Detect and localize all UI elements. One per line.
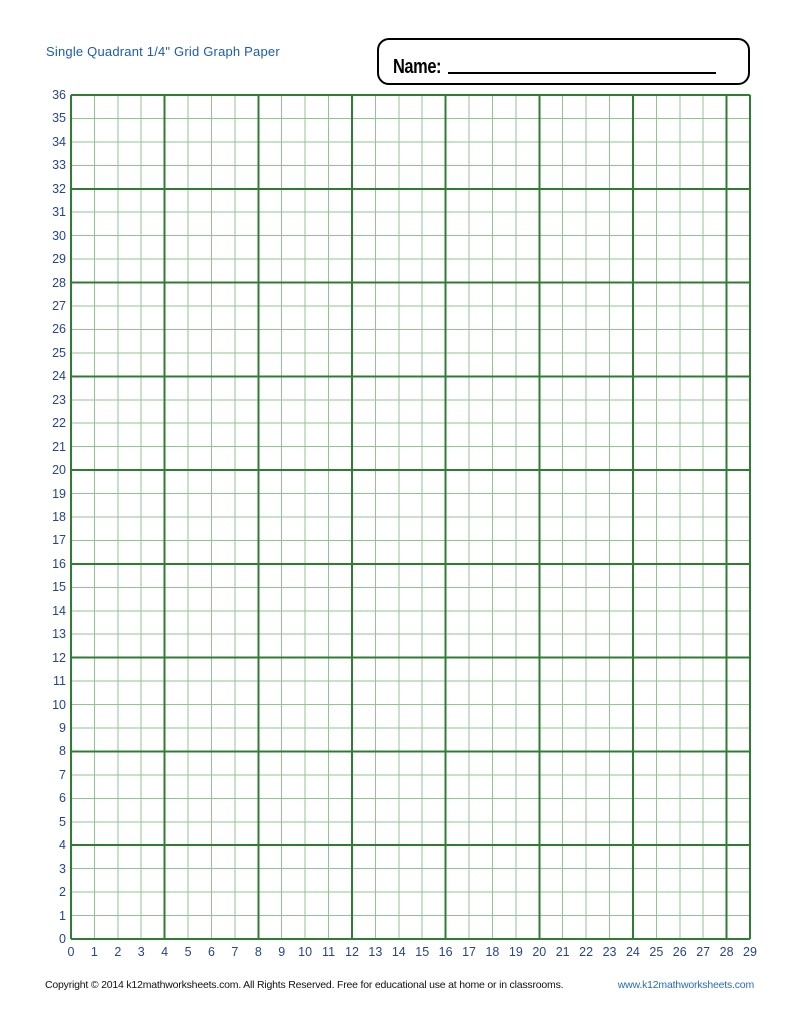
x-tick-label: 2 — [114, 945, 122, 959]
y-tick-label: 16 — [52, 556, 66, 571]
y-tick-label: 5 — [59, 814, 66, 829]
y-tick-label: 32 — [52, 181, 66, 196]
x-tick-label: 7 — [231, 945, 239, 959]
y-tick-label: 15 — [52, 580, 66, 595]
y-tick-label: 23 — [52, 392, 66, 407]
x-tick-label: 21 — [555, 945, 570, 959]
y-tick-label: 14 — [52, 603, 66, 618]
y-tick-label: 27 — [52, 299, 66, 313]
y-tick-label: 35 — [52, 111, 66, 126]
copyright-text: Copyright © 2014 k12mathworksheets.com. All Rights Reserved. Free for educational use at home or in classrooms. — [45, 979, 564, 991]
x-tick-label: 24 — [625, 945, 640, 959]
x-tick-label: 12 — [345, 945, 359, 959]
y-tick-label: 10 — [52, 697, 66, 712]
x-tick-label: 27 — [696, 945, 711, 959]
x-tick-label: 9 — [278, 945, 286, 959]
x-tick-label: 29 — [743, 945, 757, 959]
y-tick-label: 30 — [52, 228, 66, 243]
x-tick-label: 0 — [67, 945, 75, 959]
x-tick-label: 11 — [322, 945, 336, 959]
y-tick-label: 7 — [59, 767, 66, 782]
y-tick-label: 13 — [52, 627, 66, 642]
x-tick-label: 28 — [719, 945, 734, 959]
x-tick-label: 22 — [579, 945, 594, 959]
y-tick-label: 24 — [52, 369, 66, 384]
y-tick-label: 18 — [52, 510, 66, 524]
x-tick-label: 13 — [368, 945, 383, 959]
x-tick-label: 15 — [415, 945, 430, 959]
y-tick-label: 31 — [52, 205, 66, 220]
y-tick-label: 8 — [59, 744, 66, 759]
website-link[interactable]: www.k12mathworksheets.com — [617, 979, 754, 991]
x-tick-label: 18 — [485, 945, 500, 959]
x-tick-label: 4 — [161, 945, 169, 959]
y-tick-label: 17 — [52, 533, 66, 548]
y-tick-label: 28 — [52, 275, 66, 290]
page-title: Single Quadrant 1/4" Grid Graph Paper — [46, 44, 280, 59]
x-tick-label: 10 — [298, 945, 313, 959]
x-tick-label: 14 — [391, 945, 406, 959]
y-tick-label: 6 — [59, 791, 66, 806]
x-tick-label: 17 — [462, 945, 476, 959]
y-tick-label: 29 — [52, 252, 66, 267]
y-tick-label: 1 — [59, 908, 66, 923]
x-tick-label: 25 — [649, 945, 664, 959]
y-tick-label: 36 — [52, 88, 66, 102]
y-tick-label: 20 — [52, 463, 66, 478]
y-tick-label: 0 — [59, 932, 66, 946]
y-tick-label: 34 — [52, 134, 66, 149]
y-tick-label: 21 — [52, 439, 66, 454]
y-tick-label: 3 — [59, 861, 66, 876]
y-tick-label: 25 — [52, 345, 66, 360]
y-tick-label: 11 — [53, 674, 66, 689]
y-tick-label: 19 — [52, 486, 66, 501]
x-tick-label: 26 — [672, 945, 687, 959]
x-tick-label: 3 — [137, 945, 145, 959]
name-label: Name: — [393, 56, 442, 78]
x-tick-label: 23 — [602, 945, 617, 959]
x-tick-label: 20 — [532, 945, 547, 959]
y-tick-label: 26 — [52, 322, 66, 337]
y-tick-label: 4 — [59, 838, 66, 853]
x-tick-label: 19 — [508, 945, 523, 959]
x-tick-label: 1 — [90, 945, 98, 959]
y-tick-label: 22 — [52, 416, 66, 431]
y-tick-label: 33 — [52, 158, 66, 173]
y-tick-label: 12 — [52, 650, 66, 665]
y-tick-label: 2 — [59, 885, 66, 900]
x-tick-label: 8 — [254, 945, 262, 959]
y-tick-label: 9 — [59, 721, 66, 735]
x-tick-label: 16 — [438, 945, 453, 959]
x-tick-label: 5 — [184, 945, 192, 959]
x-tick-label: 6 — [207, 945, 215, 959]
